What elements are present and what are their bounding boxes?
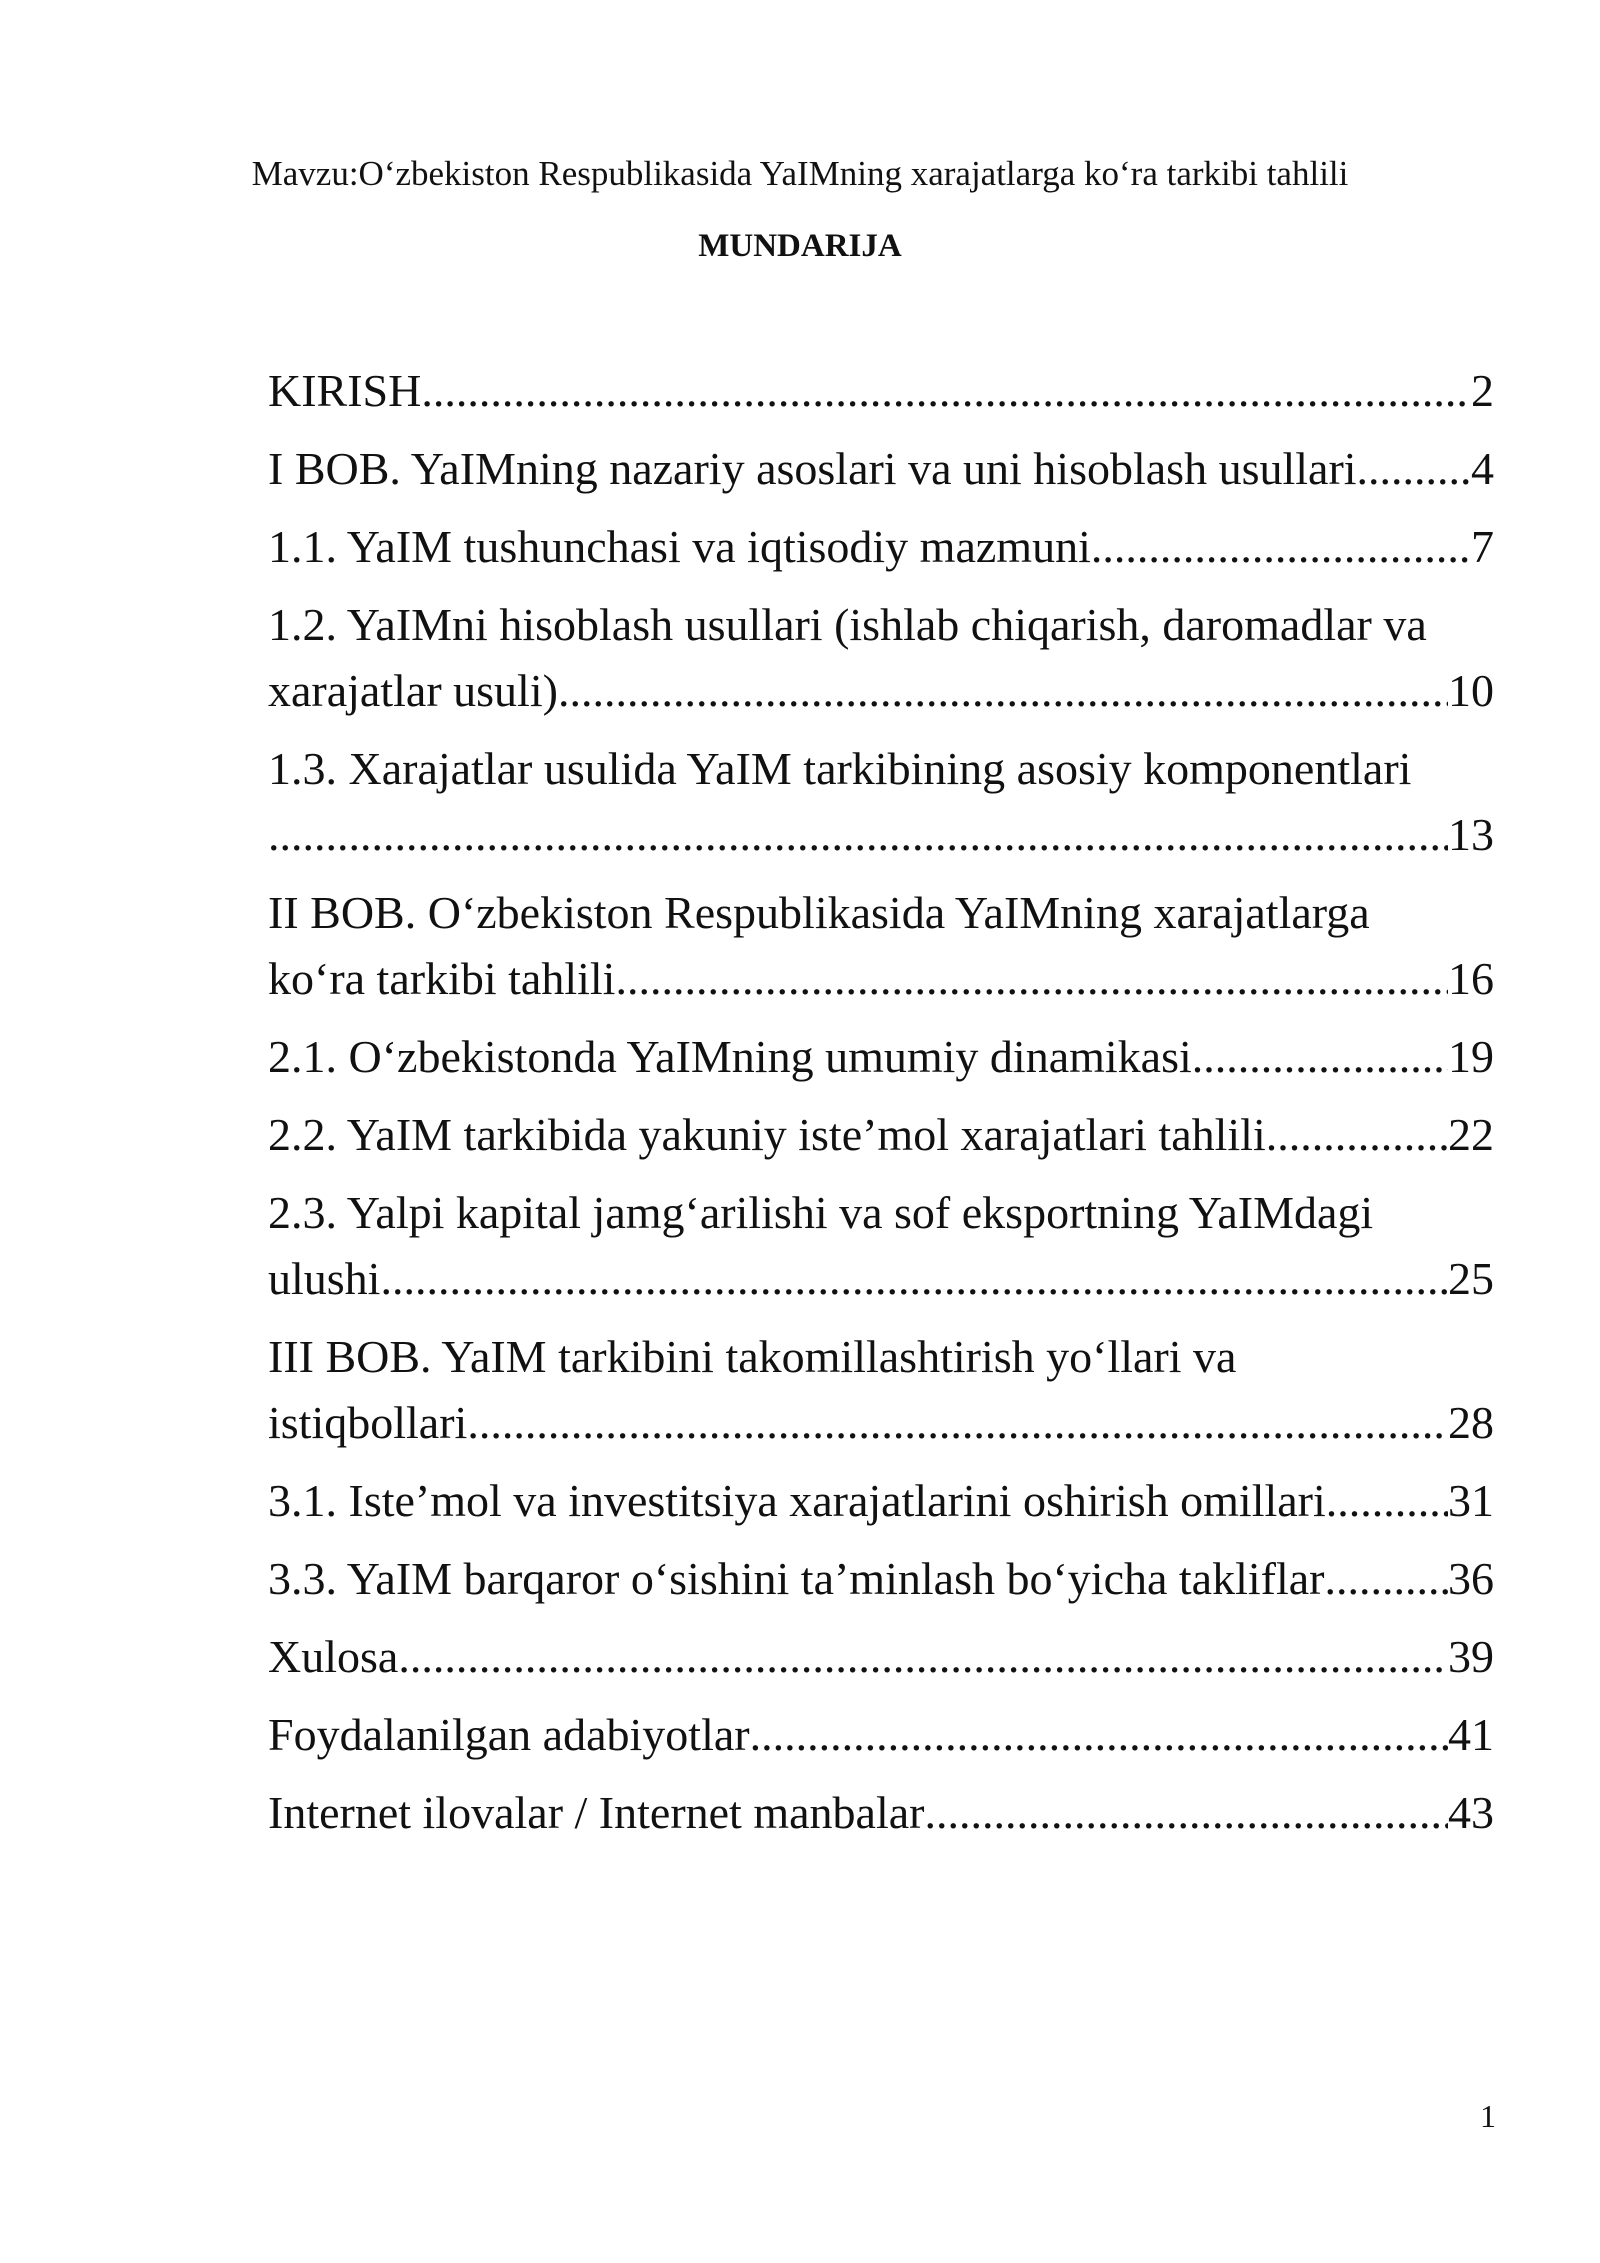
dot-leader [1326,1468,1448,1534]
toc-entry [268,1024,1494,1090]
toc-entry-title: Foydalanilgan adabiyotlar [268,1709,750,1760]
toc-entry-title: Internet ilovalar / Internet manbalar [268,1787,925,1838]
toc-entry [268,514,1494,580]
toc-row [268,1546,1494,1612]
toc-entry-title: I BOB. YaIMning nazariy asoslari va uni hisoblash usullari [268,443,1357,494]
toc-entry-page: 4 [1471,443,1494,494]
toc-entry-title: istiqbollari [268,1397,468,1448]
page-number: 1 [1480,2098,1496,2134]
toc-entry [268,436,1494,502]
toc-entry-title: ulushi [268,1253,381,1304]
dot-leader [1357,436,1471,502]
toc-entry-page: 2 [1471,365,1494,416]
toc-row [268,514,1494,580]
toc-entry [268,592,1494,724]
toc-entry-page: 25 [1448,1253,1494,1304]
dot-leader [467,1390,1448,1456]
toc-entry-title-line: 2.3. Yalpi kapital jamg‘arilishi va sof eksportning YaIMdagi [268,1187,1374,1238]
toc-entry-title-line: III BOB. YaIM tarkibini takomillashtirish yo‘llari va [268,1331,1237,1382]
toc-entry [268,358,1494,424]
toc-entry-page: 22 [1448,1109,1494,1160]
toc-entry-title: KIRISH [268,365,422,416]
dot-leader [380,1246,1448,1312]
contents-title: MUNDARIJA [698,228,902,264]
toc-entry-title: ko‘ra tarkibi tahlili [268,953,616,1004]
toc-entry-page: 36 [1448,1553,1494,1604]
toc-entry-page: 39 [1448,1631,1494,1682]
toc-entry-page: 28 [1448,1397,1494,1448]
toc-entry-title: xarajatlar usuli) [268,665,558,716]
toc-entry [268,1468,1494,1534]
toc-entry [268,1102,1494,1168]
toc-row [268,1624,1494,1690]
toc-entry-title-line: II BOB. O‘zbekiston Respublikasida YaIMning xarajatlarga [268,887,1370,938]
toc-entry-page: 10 [1448,665,1494,716]
toc-row [268,946,1494,1012]
toc-entry [268,1324,1494,1456]
table-of-contents [268,358,1494,1858]
toc-entry-title: Xulosa [268,1631,399,1682]
toc-row [268,1024,1494,1090]
topic-heading: Mavzu:O‘zbekiston Respublikasida YaIMning xarajatlarga ko‘ra tarkibi tahlili [251,154,1349,193]
toc-entry-title-line: 1.3. Xarajatlar usulida YaIM tarkibining asosiy komponentlari [268,743,1412,794]
dot-leader [615,946,1448,1012]
toc-entry [268,1546,1494,1612]
toc-entry [268,880,1494,1012]
dot-leader [924,1780,1448,1846]
toc-entry-title: 3.1. Iste’mol va investitsiya xarajatlarini oshirish omillari [268,1475,1326,1526]
dot-leader [750,1702,1448,1768]
toc-entry-title: 2.1. O‘zbekistonda YaIMning umumiy dinamikasi [268,1031,1192,1082]
toc-entry-title-line: 1.2. YaIMni hisoblash usullari (ishlab chiqarish, daromadlar va [268,599,1427,650]
toc-row [268,802,1494,868]
toc-entry [268,1180,1494,1312]
toc-entry [268,1780,1494,1846]
toc-entry-page: 43 [1448,1787,1494,1838]
toc-entry-page: 16 [1448,953,1494,1004]
dot-leader [398,1624,1448,1690]
toc-entry [268,736,1494,868]
toc-row [268,1390,1494,1456]
dot-leader [558,658,1448,724]
toc-row [268,1780,1494,1846]
toc-entry-title: 2.2. YaIM tarkibida yakuniy iste’mol xarajatlari tahlili [268,1109,1266,1160]
dot-leader [268,802,1448,868]
toc-entry [268,1624,1494,1690]
toc-entry-page: 13 [1448,809,1494,860]
toc-entry [268,1702,1494,1768]
dot-leader [1266,1102,1448,1168]
toc-row [268,1102,1494,1168]
toc-row [268,658,1494,724]
toc-row [268,1702,1494,1768]
dot-leader [1192,1024,1448,1090]
dot-leader [1091,514,1471,580]
toc-row [268,1468,1494,1534]
toc-row [268,436,1494,502]
toc-row [268,1246,1494,1312]
dot-leader [421,358,1471,424]
dot-leader [1325,1546,1449,1612]
toc-entry-page: 31 [1448,1475,1494,1526]
toc-entry-title: 1.1. YaIM tushunchasi va iqtisodiy mazmuni [268,521,1091,572]
toc-row [268,358,1494,424]
toc-entry-page: 19 [1448,1031,1494,1082]
toc-entry-page: 7 [1471,521,1494,572]
toc-entry-page: 41 [1448,1709,1494,1760]
toc-entry-title: 3.3. YaIM barqaror o‘sishini ta’minlash bo‘yicha takliflar [268,1553,1325,1604]
